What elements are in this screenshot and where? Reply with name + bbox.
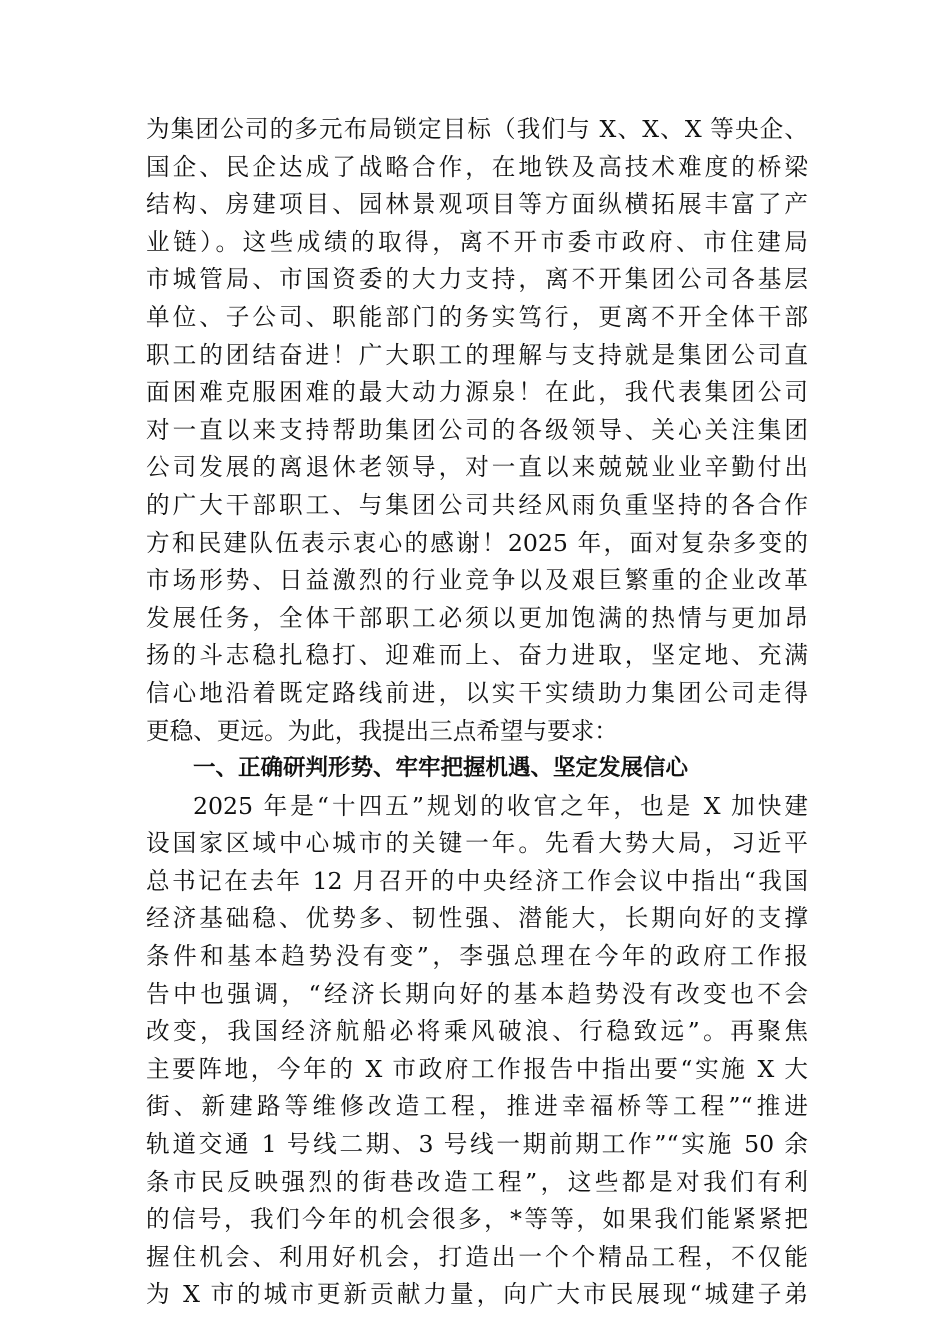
text-line: 市场形势、日益激烈的行业竞争以及艰巨繁重的企业改革 bbox=[146, 566, 808, 595]
text-line: 国企、民企达成了战略合作，在地铁及高技术难度的桥梁 bbox=[146, 152, 808, 181]
text-line: 业链）。这些成绩的取得，离不开市委市政府、市住建局 bbox=[146, 227, 808, 256]
text-line: 面困难克服困难的最大动力源泉！在此，我代表集团公司 bbox=[146, 378, 808, 407]
text-line: 扬的斗志稳扎稳打、迎难而上、奋力进取，坚定地、充满 bbox=[146, 641, 808, 670]
text-line: 职工的团结奋进！广大职工的理解与支持就是集团公司直 bbox=[146, 340, 808, 369]
text-line: 街、新建路等维修改造工程，推进幸福桥等工程”“推进 bbox=[146, 1092, 808, 1121]
text-line: 为 X 市的城市更新贡献力量，向广大市民展现“城建子弟 bbox=[146, 1280, 808, 1309]
paragraph-1 bbox=[146, 111, 808, 750]
text-line: 方和民建队伍表示衷心的感谢！2025 年，面对复杂多变的 bbox=[146, 528, 808, 557]
text-line: 发展任务，全体干部职工必须以更加饱满的热情与更加昂 bbox=[146, 603, 808, 632]
text-line: 结构、房建项目、园林景观项目等方面纵横拓展丰富了产 bbox=[146, 190, 808, 219]
text-line: 为集团公司的多元布局锁定目标（我们与 X、X、X 等央企、 bbox=[146, 115, 808, 143]
text-line: 条市民反映强烈的街巷改造工程”，这些都是对我们有利 bbox=[146, 1167, 808, 1196]
text-line: 对一直以来支持帮助集团公司的各级领导、关心关注集团 bbox=[146, 415, 808, 444]
document-body bbox=[146, 111, 808, 1314]
section-heading: 一、正确研判形势、牢牢把握机遇、坚定发展信心 bbox=[193, 755, 689, 782]
text-line: 经济基础稳、优势多、韧性强、潜能大，长期向好的支撑 bbox=[146, 904, 808, 933]
text-line: 市城管局、市国资委的大力支持，离不开集团公司各基层 bbox=[146, 265, 808, 294]
text-line: 主要阵地，今年的 X 市政府工作报告中指出要“实施 X 大 bbox=[146, 1054, 808, 1083]
text-line: 轨道交通 1 号线二期、3 号线一期前期工作”“实施 50 余 bbox=[146, 1130, 808, 1159]
text-line: 告中也强调，“经济长期向好的基本趋势没有改变也不会 bbox=[146, 979, 808, 1008]
paragraph-2 bbox=[146, 788, 808, 1314]
text-line: 握住机会、利用好机会，打造出一个个精品工程，不仅能 bbox=[146, 1242, 808, 1271]
text-line: 的信号，我们今年的机会很多，*等等，如果我们能紧紧把 bbox=[146, 1205, 808, 1234]
text-line: 总书记在去年 12 月召开的中央经济工作会议中指出“我国 bbox=[146, 866, 808, 895]
text-line: 更稳、更远。为此，我提出三点希望与要求： bbox=[146, 716, 618, 745]
text-line: 条件和基本趋势没有变”，李强总理在今年的政府工作报 bbox=[146, 942, 808, 971]
text-line: 2025 年是“十四五”规划的收官之年，也是 X 加快建 bbox=[193, 791, 808, 820]
text-line: 改变，我国经济航船必将乘风破浪、行稳致远”。再聚焦 bbox=[146, 1017, 808, 1046]
text-line: 的广大干部职工、与集团公司共经风雨负重坚持的各合作 bbox=[146, 490, 808, 519]
text-line: 公司发展的离退休老领导，对一直以来兢兢业业辛勤付出 bbox=[146, 453, 808, 482]
text-line: 信心地沿着既定路线前进，以实干实绩助力集团公司走得 bbox=[146, 678, 808, 707]
text-line: 单位、子公司、职能部门的务实笃行，更离不开全体干部 bbox=[146, 302, 808, 331]
text-line: 设国家区域中心城市的关键一年。先看大势大局，习近平 bbox=[146, 829, 808, 858]
